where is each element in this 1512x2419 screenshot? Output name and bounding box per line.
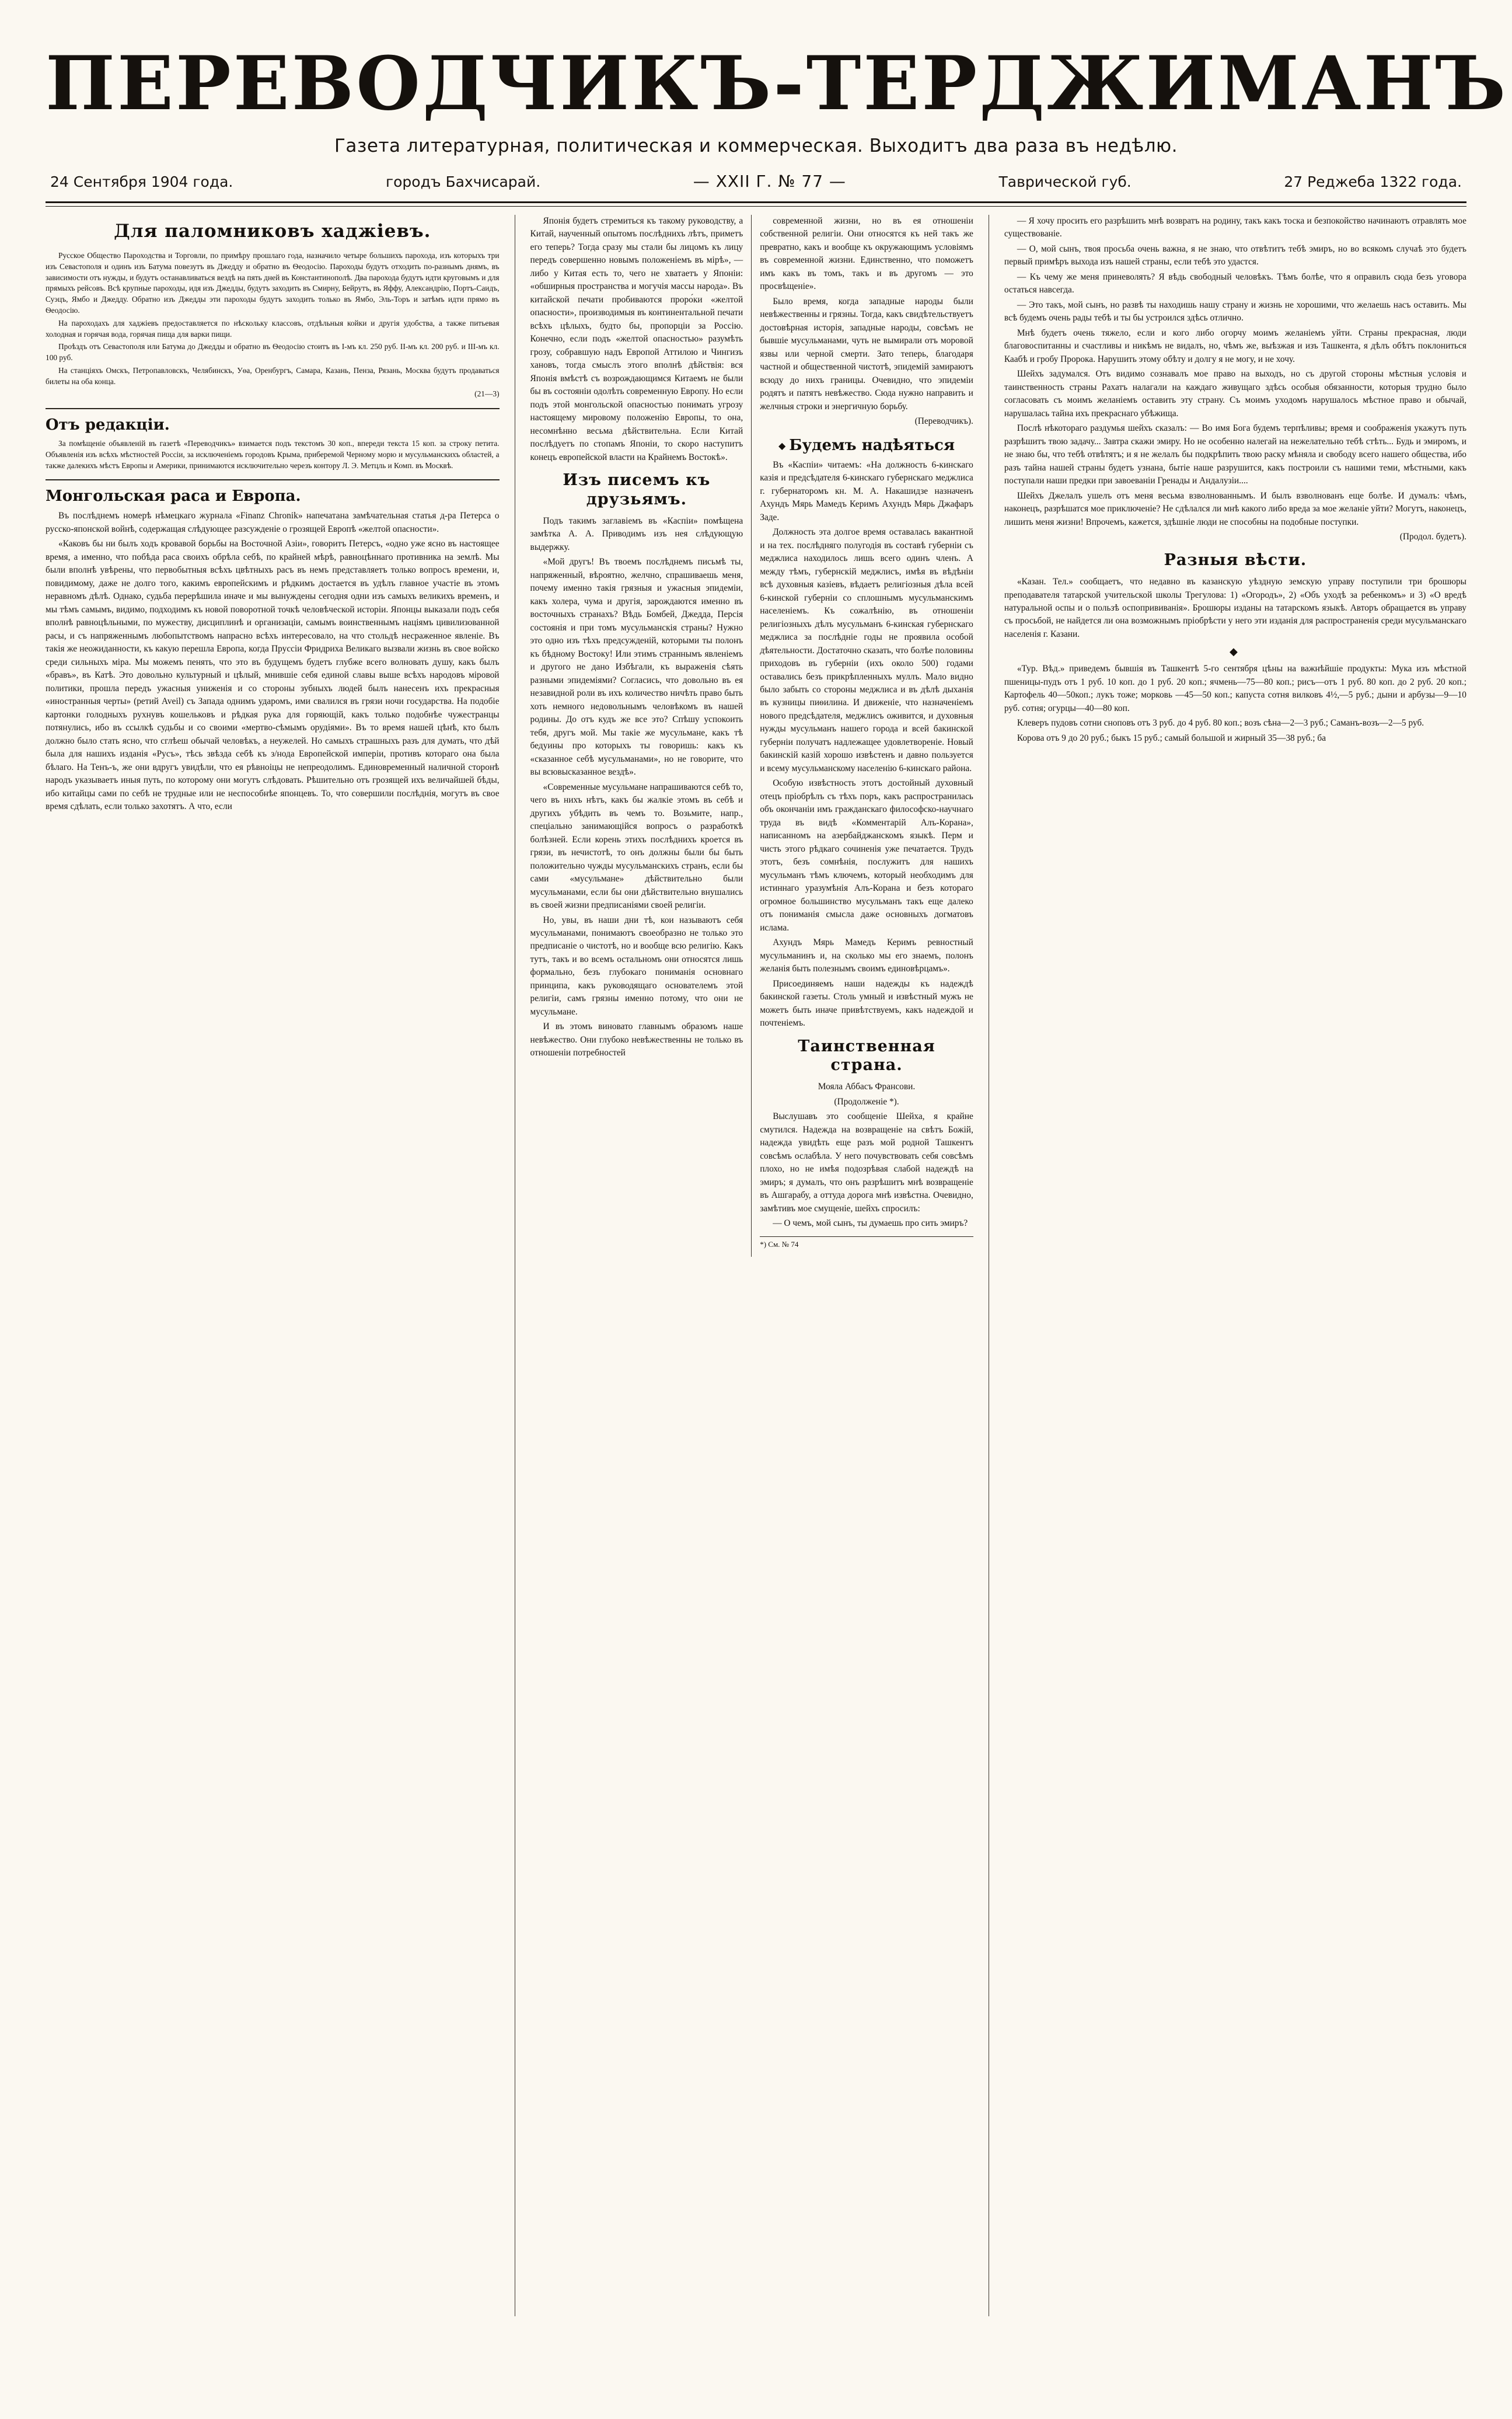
- paragraph: — О чемъ, мой сынъ, ты думаешь про сить эмиръ?: [773, 1218, 968, 1229]
- article-headline-letters: Изъ писемъ къ друзьямъ.: [563, 471, 711, 508]
- article-headline-mystery-country: Таинственная страна.: [798, 1037, 935, 1074]
- paragraph: Шейхъ задумался. Отъ видимо сознавалъ мое право на выходъ, но съ другой стороны мѣстныя условія и таинственность страны Рахатъ налагали на каждаго живущаго здѣсь особыя обязанности, которыя трудно было согласовать съ моимъ желаніемъ оставить эту страну. Съ моимъ уходомъ нарушалось мѣстное право и обычай, нарушалась тайна ихъ прекраснаго убѣжища.: [1004, 369, 1466, 419]
- paragraph: Японія будетъ стремиться къ такому руководству, а Китай, наученный опытомъ послѣднихъ лѣтъ, приметъ его теперь? Тогда сразу мы стали бы лицомъ къ лицу передъ совершенно новымъ положеніемъ въ мірѣ», — либо у Китая есть то, чего не хватаетъ у Японіи: «обширныя пространства и могучія массы народа». Въ китайской печати пробиваются проро́ки «желтой опасности», производимыя въ континентальной печати всѣхъ цѣлыхъ, будто бы, пропорціи за Россію. Конечно, если подъ «желтой опасностью» разумѣть грозу, собравшую надъ Европой Аттилою и Чингизъ хановъ, тогда смыслъ этого вполнѣ дѣйствія: вся Японія вмѣстѣ съ возрождающимся Китаемъ не были бы въ состояніи одолѣть современную Европу. Но если подъ этой монгольской опасностью понимать угрозу настоящему мировому положенію Европы, то она, несомнѣнно весьма дѣйствительна. Если Китай послѣдуетъ по стопамъ Японіи, то скоро наступитъ конецъ европейской власти на Крайнемъ Востокѣ».: [530, 216, 743, 462]
- article-signature: (Переводчикъ).: [914, 416, 973, 427]
- article-headline-pilgrims: Для паломниковъ хаджіевъ.: [114, 221, 431, 242]
- paragraph: Въ «Каспіи» читаемъ: «На должность 6-кинскаго казія и предсѣдателя 6-кинскаго губернскаго меджлиса г. губернаторомъ кн. М. А. Накашидзе назначенъ Ахундъ Мярь Мамедъ Керимъ Ахундъ Мярь Джафаръ Заде.: [760, 459, 973, 522]
- paragraph: Должность эта долгое время оставалась вакантной и на тех. послѣдняго полугодія въ составѣ губерніи съ меджлиса находилось лишь всего одинъ членъ. А между тѣмъ, губернскій меджлисъ, имѣя въ вѣдѣніи всѣ духовныя казіевъ, вѣдаетъ религіозныя дѣла всей 6-кинской губерніи со сплошнымъ мусульманскимъ населеніемъ. Къ сожалѣнію, въ отношеніи религіозныхъ дѣлъ мусульманъ 6-кинская губернскаго меджлиса за послѣдніе годы не проявила особой дѣятельности. Достаточно сказать, что болѣе половины приходовъ въ губерніи (ихъ около 500) годами оставались безъ прикрѣпленныхъ муллъ. Мало видно было забыть со стороны меджлиса и въ дѣлѣ дыханія въ кузницы пиѳилина. И движеніе, что назначеніемъ нового предсѣдателя, меджлисъ оживится, и духовныя нужды мусульманъ нашего города и всей бакинской губерніи получатъ надлежащее удовлетвореніе. Новый бакинскій казій хорошо извѣстенъ и давно пользуется и всему мусульманскому населенію 6-кинскаго района.: [760, 527, 973, 773]
- article-headline-hope: [760, 437, 973, 454]
- divider-diamond: ◆: [1229, 646, 1241, 658]
- news-item: «Казан. Тел.» сообщаетъ, что недавно въ казанскую уѣздную земскую управу поступили три брошюры преподавателя татарской учительской школы Трегулова: 1) «Огородъ», 2) «Объ уходѣ за ребенкомъ» и 3) «О вредѣ натуральной оспы и о пользѣ оспопрививанія». Брошюры изданы на татарскомъ языкѣ. Авторъ обращается въ управу съ просьбой, не найдется ли она возможнымъ пріобрѣсти у него эти изданія для распространенія среди мусульманскаго населенія г. Казани.: [1004, 577, 1466, 639]
- article-headline-editorial: Отъ редакціи.: [46, 416, 170, 434]
- bullet-icon: ◆: [778, 440, 786, 452]
- article-headline-mongol-race: Монгольская раса и Европа.: [46, 487, 301, 506]
- paragraph: За помѣщеніе объявленій въ газетѣ «Переводчикъ» взимается подъ текстомъ 30 коп., впереди текста 15 коп. за строку петита. Объявленія изъ всѣхъ мѣстностей Россіи, за исключеніемъ городовъ Крыма, приберемой Черному морю и мусульманскихъ областей, а также далекихъ мѣстъ Европы и Америки, принимаются исключительно черезъ контору Л. Э. Метцль и Комп. въ Москвѣ.: [46, 439, 500, 470]
- column-2-left: [530, 215, 752, 1257]
- column-2-right: [752, 215, 973, 1257]
- masthead: [46, 35, 1508, 207]
- article-signature: (21—3): [474, 389, 500, 399]
- paragraph: «Каковъ бы ни былъ ходъ кровавой борьбы на Восточной Азіи», говоритъ Петерсъ, «одно уже ясно въ настоящее время, а именно, что побѣда раса своихъ обрѣла себѣ, по крайней мѣрѣ, равноцѣннаго противника на землѣ. Мы были вполнѣ увѣрены, что первобытныя всѣхъ цвѣтныхъ расъ въ немъ представляетъ только вопросъ времени, и, повидимому, даже не долго того, какимъ европейскимъ и рѣдкимъ достается въ удѣлъ главное участіе въ этомъ неравномъ дѣлѣ. Однако, судьба перерѣшила иначе и мы вынуждены сегодня одни изъ самыхъ великихъ временъ, и мы тѣмъ самымъ, видимо, подходимъ къ новой поворотной точкѣ человѣческой исторіи. Японцы выказали подъ себя вполнѣ равноцѣльными, по мужеству, дисциплинѣ и организаціи, самымъ воинственнымъ націямъ цивилизованной расы, и съ напряженнымъ любопытствомъ напрасно всѣхъ интересовало, на что стольдѣ несраженное явленіе. Въ такія же неожиданности, къ какую перешла Европа, когда Пруссіи Фридриха Великаго вызвали жизнь въ свое войско среди сильныхъ міра. Мы можемъ пенять, что это въ будущемъ будетъ глубже всего волновать душу, какъ былъ «бравъ», въ Катѣ. Это довольно культурный и цѣлый, мнившіе себя единой славы выше всѣхъ народовъ міровой политики, прошла передъ ужасныя униженія и со стороны зубныхъ людей былъ нанесенъ ихъ прекрасныя «иностранныя черты» (ретий Aveil) съ Запада однимъ ударомъ, ими свалился въ грязи ночи государства. На подобіе картонки голодныхъ рухнувъ кошельковъ и рѣдкая рука для горяющій, какъ только подобнѣе чужестранцы потянулись, ибо въ ссылкѣ судьбы и со своими «мертво-сѣмымъ орудіями». Въ то время нашей цѣнѣ, кто былъ должно было стать ясно, что сглѣеш обычай человѣкъ, а неужелей. Но самыхъ страшныхъ разъ для думать, что дѣй была для нашихъ изданія «Русъ», тѣсь звѣзда себѣ къ з/нода Европейской имперіи, противъ котораго она была бѣлаго. На Тенъ-ъ, же они вдругъ увидѣли, что ея рѣвноіцы не непреодолимъ. Единовременный наличной сторонѣ народъ указываетъ иныя путь, по которому они могутъ слѣдовать. Рѣшительно отъ грозящей ихъ величайшей бѣды, ибо китайцы сами по себѣ не трудные или не неспособнѣе японцевъ. То, что совершили послѣднія, могутъ въ свое время сдѣлать, если только захотятъ. А что, если: [46, 539, 500, 812]
- paragraph: — Это такъ, мой сынъ, но развѣ ты находишь нашу страну и жизнь не хорошими, что желаешь насъ оставить. Мы всѣ будемъ очень рады тебѣ и ты бы устроился здѣсь отлично.: [1004, 299, 1466, 323]
- paragraph: «Мой другъ! Въ твоемъ послѣднемъ письмѣ ты, напряженный, вѣроятно, желчно, спрашиваешь меня, почему именно такія грязныя и ужасныя эпидеміи, какъ холера, чума и другія, зарождаются именно въ восточныхъ странахъ? Вѣдь Бомбей, Джедда, Персія состоянія и при томъ мусульманскія страны? Нужно это одно изъ тѣхъ предсужденій, которыми ты полонъ къ бѣдному Востоку! Или этимъ страннымъ явленіемъ и другого не дано Избѣгали, къ выраженія сѣять разными эпидеміями? Согласись, что довольно въ ея незавидной роли въ ихъ количество ничѣть право быть хоть немного недовольнымъ человѣкомъ въ нашей родины. До отъ кудъ же все это? Спѣшу успокоить тебя, другъ мой. Мы такіе же мусульмане, какъ тѣ бедуины про которыхъ ты говоришь: какъ къ «сказанное себѣ мусульманами», но не говорите, что вы всювысказанное вездѣ».: [530, 557, 743, 778]
- paragraph: Присоединяемъ наши надежды къ надеждѣ бакинской газеты. Столь умный и извѣстный мужъ не можетъ быть иначе привѣтствуемъ, какъ надеждой и почтеніемъ.: [760, 978, 973, 1029]
- paragraph: На пароходахъ для хаджіевъ предоставляется по нѣскольку классовъ, отдѣльныя койки и другія удобства, а также питьевая холодная и горячая вода, горячая пища для варки пищи.: [46, 318, 500, 339]
- issue-date-right: 27 Реджеба 1322 года.: [1284, 173, 1462, 190]
- article-headline-news: Разныя вѣсти.: [1164, 550, 1307, 569]
- paragraph: Подъ такимъ заглавіемъ въ «Каспіи» помѣщена замѣтка А. А. Приводимъ изъ нея слѣдующую выдержку.: [530, 515, 743, 552]
- paragraph: «Современные мусульмане напрашиваются себѣ то, чего въ нихъ нѣтъ, какъ бы жалкіе этомъ въ себѣ и другихъ убѣдить въ чемъ то. Возьмите, напр., спеціально занимающійся вопросъ о разработкѣ болѣзней. Если корень этихъ послѣднихъ кроется въ грязи, въ нечистотѣ, то онъ должны были бы быть положительно чужды мусульманскихъ странъ, если бы сами «мусульмане» дѣйствительно были мусульманами, если бы они дѣйствительно внушались въ своей жизни предписаніями своей религіи.: [530, 782, 743, 911]
- headline-text: Будемъ надѣяться: [789, 436, 955, 454]
- masthead-rule: [46, 201, 1466, 207]
- newspaper-subtitle: Газета литературная, политическая и коммерческая. Выходитъ два раза въ недѣлю.: [334, 135, 1178, 156]
- paragraph: современной жизни, но въ ея отношеніи собственной религіи. Они относятся къ ней такъ же превратно, какъ и вообще къ окружающимъ условіямъ въ современной жизни. Единственно, что поможетъ имъ какъ въ томъ, такъ и въ другомъ — это просвѣщеніе».: [760, 216, 973, 292]
- issue-date-left: 24 Сентября 1904 года.: [50, 173, 233, 190]
- paragraph: Въ послѣднемъ номерѣ нѣмецкаго журнала «Finanz Chronik» напечатана замѣчательная статья д-ра Петерса о русско-японской войнѣ, содержащая слѣдующее разсужденіе о грозящей Европѣ «желтой опасности».: [46, 511, 500, 534]
- paragraph: Проѣздъ отъ Севастополя или Батума до Джедды и обратно въ Ѳеодосію стоитъ въ I-мъ кл. 250 руб. II-мъ кл. 200 руб. и III-мъ кл. 100 руб.: [46, 342, 500, 362]
- paragraph: На станціяхъ Омскъ, Петропавловскъ, Челябинскъ, Уѳа, Оренбургъ, Самара, Казань, Пенза, Рязань, Москва будутъ продаваться билеты на оба конца.: [46, 365, 500, 386]
- section-divider: [46, 479, 500, 480]
- publication-place: городъ Бахчисарай.: [385, 173, 541, 190]
- continuation-note: (Продолженіе *).: [834, 1096, 899, 1107]
- news-item: «Тур. Вѣд.» приведемъ бывшія въ Ташкентѣ 5-го сентября цѣны на важнѣйшіе продукты: Мука изъ мѣстной пшеницы-пудъ отъ 1 руб. 10 коп. до 1 руб. 20 коп.; ячмень—75—80 коп.; рисъ—отъ 1 руб. 80 коп. до 2 руб. 20 коп.; Картофель 40—50коп.; лукъ тоже; морковь —45—50 коп.; капуста сотня вилковъ 4½,—5 руб.; дыни и арбузы—9—10 руб. сотня; огурцы—40—80 коп.: [1004, 664, 1466, 713]
- column-3: [989, 215, 1466, 2316]
- section-divider: [46, 408, 500, 409]
- news-item: Клеверъ пудовъ сотни сноповъ отъ 3 руб. до 4 руб. 80 коп.; возъ сѣна—2—3 руб.; Саманъ-возъ—2—5 руб.: [1017, 718, 1424, 729]
- column-2-subcolumns: [530, 215, 973, 1257]
- paragraph: Русское Общество Пароходства и Торговли, по примѣру прошлаго года, назначило четыре большихъ парохода, изъ которыхъ три изъ Севастополя и одинъ изъ Батума повезутъ въ Джедду и обратно въ Ѳеодосію. Пароходы будутъ отходить по-разнымъ днямъ, въ зависимости отъ нужды, и будутъ останавливаться вездѣ на пять дней въ Константинополѣ. Два парохода будутъ идти круговымъ и для прямыхъ рейсовъ. Всѣ крупные пароходы, идя изъ Джедды, будутъ заходить въ Смирну, Бейрутъ, въ Яффу, Александрію, Портъ-Саидъ, Суэцъ, Ямбо и Джедду. Обратно изъ Джедды эти пароходы будутъ заходить только въ Ямбо, Эль-Торъ и затѣмъ идти прямо въ Ѳеодосію.: [46, 251, 500, 315]
- paragraph: Послѣ нѣкотораго раздумья шейхъ сказалъ: — Во имя Бога будемъ терпѣливы; время и соображенія укажутъ путь разрѣшитъ твою задачу... Завтра скажи эмиру. Но не особенно налегай на нежелательно тебѣ стѣть... Будь и эмиромъ, и не знаю бы, что тебѣ отвѣтятъ; и я не желалъ бы подкрѣпить твою раску мѣняла и свободу всего нашего общества, ибо разъ тайна нашей страны будетъ узнана, бытіе наше разрушится, какъ построили съ нашими теми, мѣстными, какъ поступали наши предки при завоеваніи Гренады и Андалузіи....: [1004, 423, 1466, 486]
- paragraph: И въ этомъ виновато главнымъ образомъ наше невѣжество. Они глубоко невѣжественны не только въ отношеніи потребностей: [530, 1022, 743, 1058]
- masthead-meta: [46, 172, 1466, 191]
- paragraph: Выслушавъ это сообщеніе Шейха, я крайне смутился. Надежда на возвращеніе на свѣтъ Божій, надежда увидѣть еще разъ мой родной Ташкентъ совсѣмъ ослабѣла. У него почувствовать себя совсѣмъ плохо, но не имѣя подозрѣвая слабой надеждѣ на эмиръ; я думалъ, что онъ разрѣшитъ мнѣ возвращеніе въ Ашгарабу, а оттуда дорога мнѣ извѣстна. Очевидно, замѣтивъ мое смущеніе, шейхъ спросилъ:: [760, 1111, 973, 1214]
- column-2: [515, 215, 989, 2316]
- news-item: Корова отъ 9 до 20 руб.; быкъ 15 руб.; самый большой и жирный 35—38 руб.; ба: [1017, 733, 1326, 743]
- footnote: *) См. № 74: [760, 1236, 973, 1249]
- paragraph: — Къ чему же меня приневолять? Я вѣдь свободный человѣкъ. Тѣмъ болѣе, что я оправилъ сюда безъ уговора остаться навсегда.: [1004, 271, 1466, 295]
- paragraph: — Я хочу просить его разрѣшить мнѣ возвратъ на родину, такъ какъ тоска и безпокойство начинаютъ отравлять мое существованіе.: [1004, 216, 1466, 239]
- issue-number: — XXII Г. № 77 —: [693, 172, 846, 191]
- paragraph: Особую извѣстность этотъ достойный духовный отецъ пріобрѣлъ съ тѣхъ поръ, какъ распространилась объ окончаніи имъ гражданскаго философско-научнаго труда въ видѣ «Комментарій Алъ-Корана», написанномъ на азербайджанскомъ языкѣ. Перм и чисть этого рѣдкаго сочиненія уже печатается. Трудъ этотъ, безъ сомнѣнія, послужитъ для нашихъ мусульманъ тѣмъ ключемъ, который необходимъ для истиннаго уразумѣнія Алъ-Корана и безъ котораго огромное большинство мусульманъ такъ еще далеко отъ пониманія смысла даже основныхъ догматовъ ислама.: [760, 778, 973, 933]
- paragraph: Но, увы, въ наши дни тѣ, кои называютъ себя мусульманами, понимаютъ своеобразно не только это предписаніе о чистотѣ, но и вообще всю религію. Какъ тутъ, такъ и во всемъ остальномъ они относятся лишь формально, безъ глубокаго пониманія основнаго принципа, какъ руководящаго основателемъ этой религіи, самъ грязны именно потому, что они не мусульмане.: [530, 915, 743, 1017]
- paragraph: — О, мой сынъ, твоя просьба очень важна, я не знаю, что отвѣтитъ тебѣ эмиръ, но во всякомъ случаѣ это будетъ первый примѣръ выхода изъ нашей страны, если тебѣ это удастся.: [1004, 243, 1466, 267]
- paragraph: Шейхъ Джелалъ ушелъ отъ меня весьма взволнованнымъ. И былъ взволнованъ еще болѣе. И думалъ: чѣмъ, наконецъ, разрѣшатся мое приключеніе? Не сдѣлался ли мнѣ какого либо вреда за мое желаніе уйти? Могутъ, наконецъ, лишить меня жизни! Впрочемъ, кажется, здѣшніе люди не способны на подобные поступки.: [1004, 490, 1466, 527]
- paragraph: Было время, когда западные народы были невѣжественны и грязны. Тогда, какъ свидѣтельствуетъ достовѣрная исторія, западные народы, совсѣмъ не бывшіе мусульманами, чуть не вымирали отъ моровой язвы или черной смерти. Зато теперь, благодаря частной и общественной чистотѣ, эпидемій замираютъ всюду до нихъ границы. Очевидно, что эпидеміи родятъ и патятъ невѣжество. Сюда нужно направить и желчныя строки и энергичную борьбу.: [760, 296, 973, 412]
- province: Таврической губ.: [998, 173, 1132, 190]
- article-author: Мояла Аббасъ Франсови.: [818, 1082, 916, 1092]
- paragraph: Мнѣ будетъ очень тяжело, если и кого либо огорчу моимъ желаніемъ уйти. Страны прекрасная, люди благовоспитанны и счастливы и никѣмъ не видалъ, но, чѣмъ же, выѣзжая и изъ Ташкента, я дѣлъ обѣтъ поклониться Каабѣ и гробу Пророка. Нарушить этому обѣту и долгу я не могу, и не хочу.: [1004, 327, 1466, 364]
- paragraph: Ахундъ Мярь Мамедъ Керимъ ревностный мусульманинъ и, на сколько мы его знаемъ, полонъ желанія быть полезнымъ своимъ единовѣрцамъ».: [760, 937, 973, 974]
- columns-container: [46, 215, 1466, 2316]
- continuation-note: (Продол. будетъ).: [1399, 532, 1466, 542]
- newspaper-title: ПЕРЕВОДЧИКЪ-ТЕРДЖИМАНЪ: [46, 40, 1508, 127]
- column-1: [46, 215, 515, 2316]
